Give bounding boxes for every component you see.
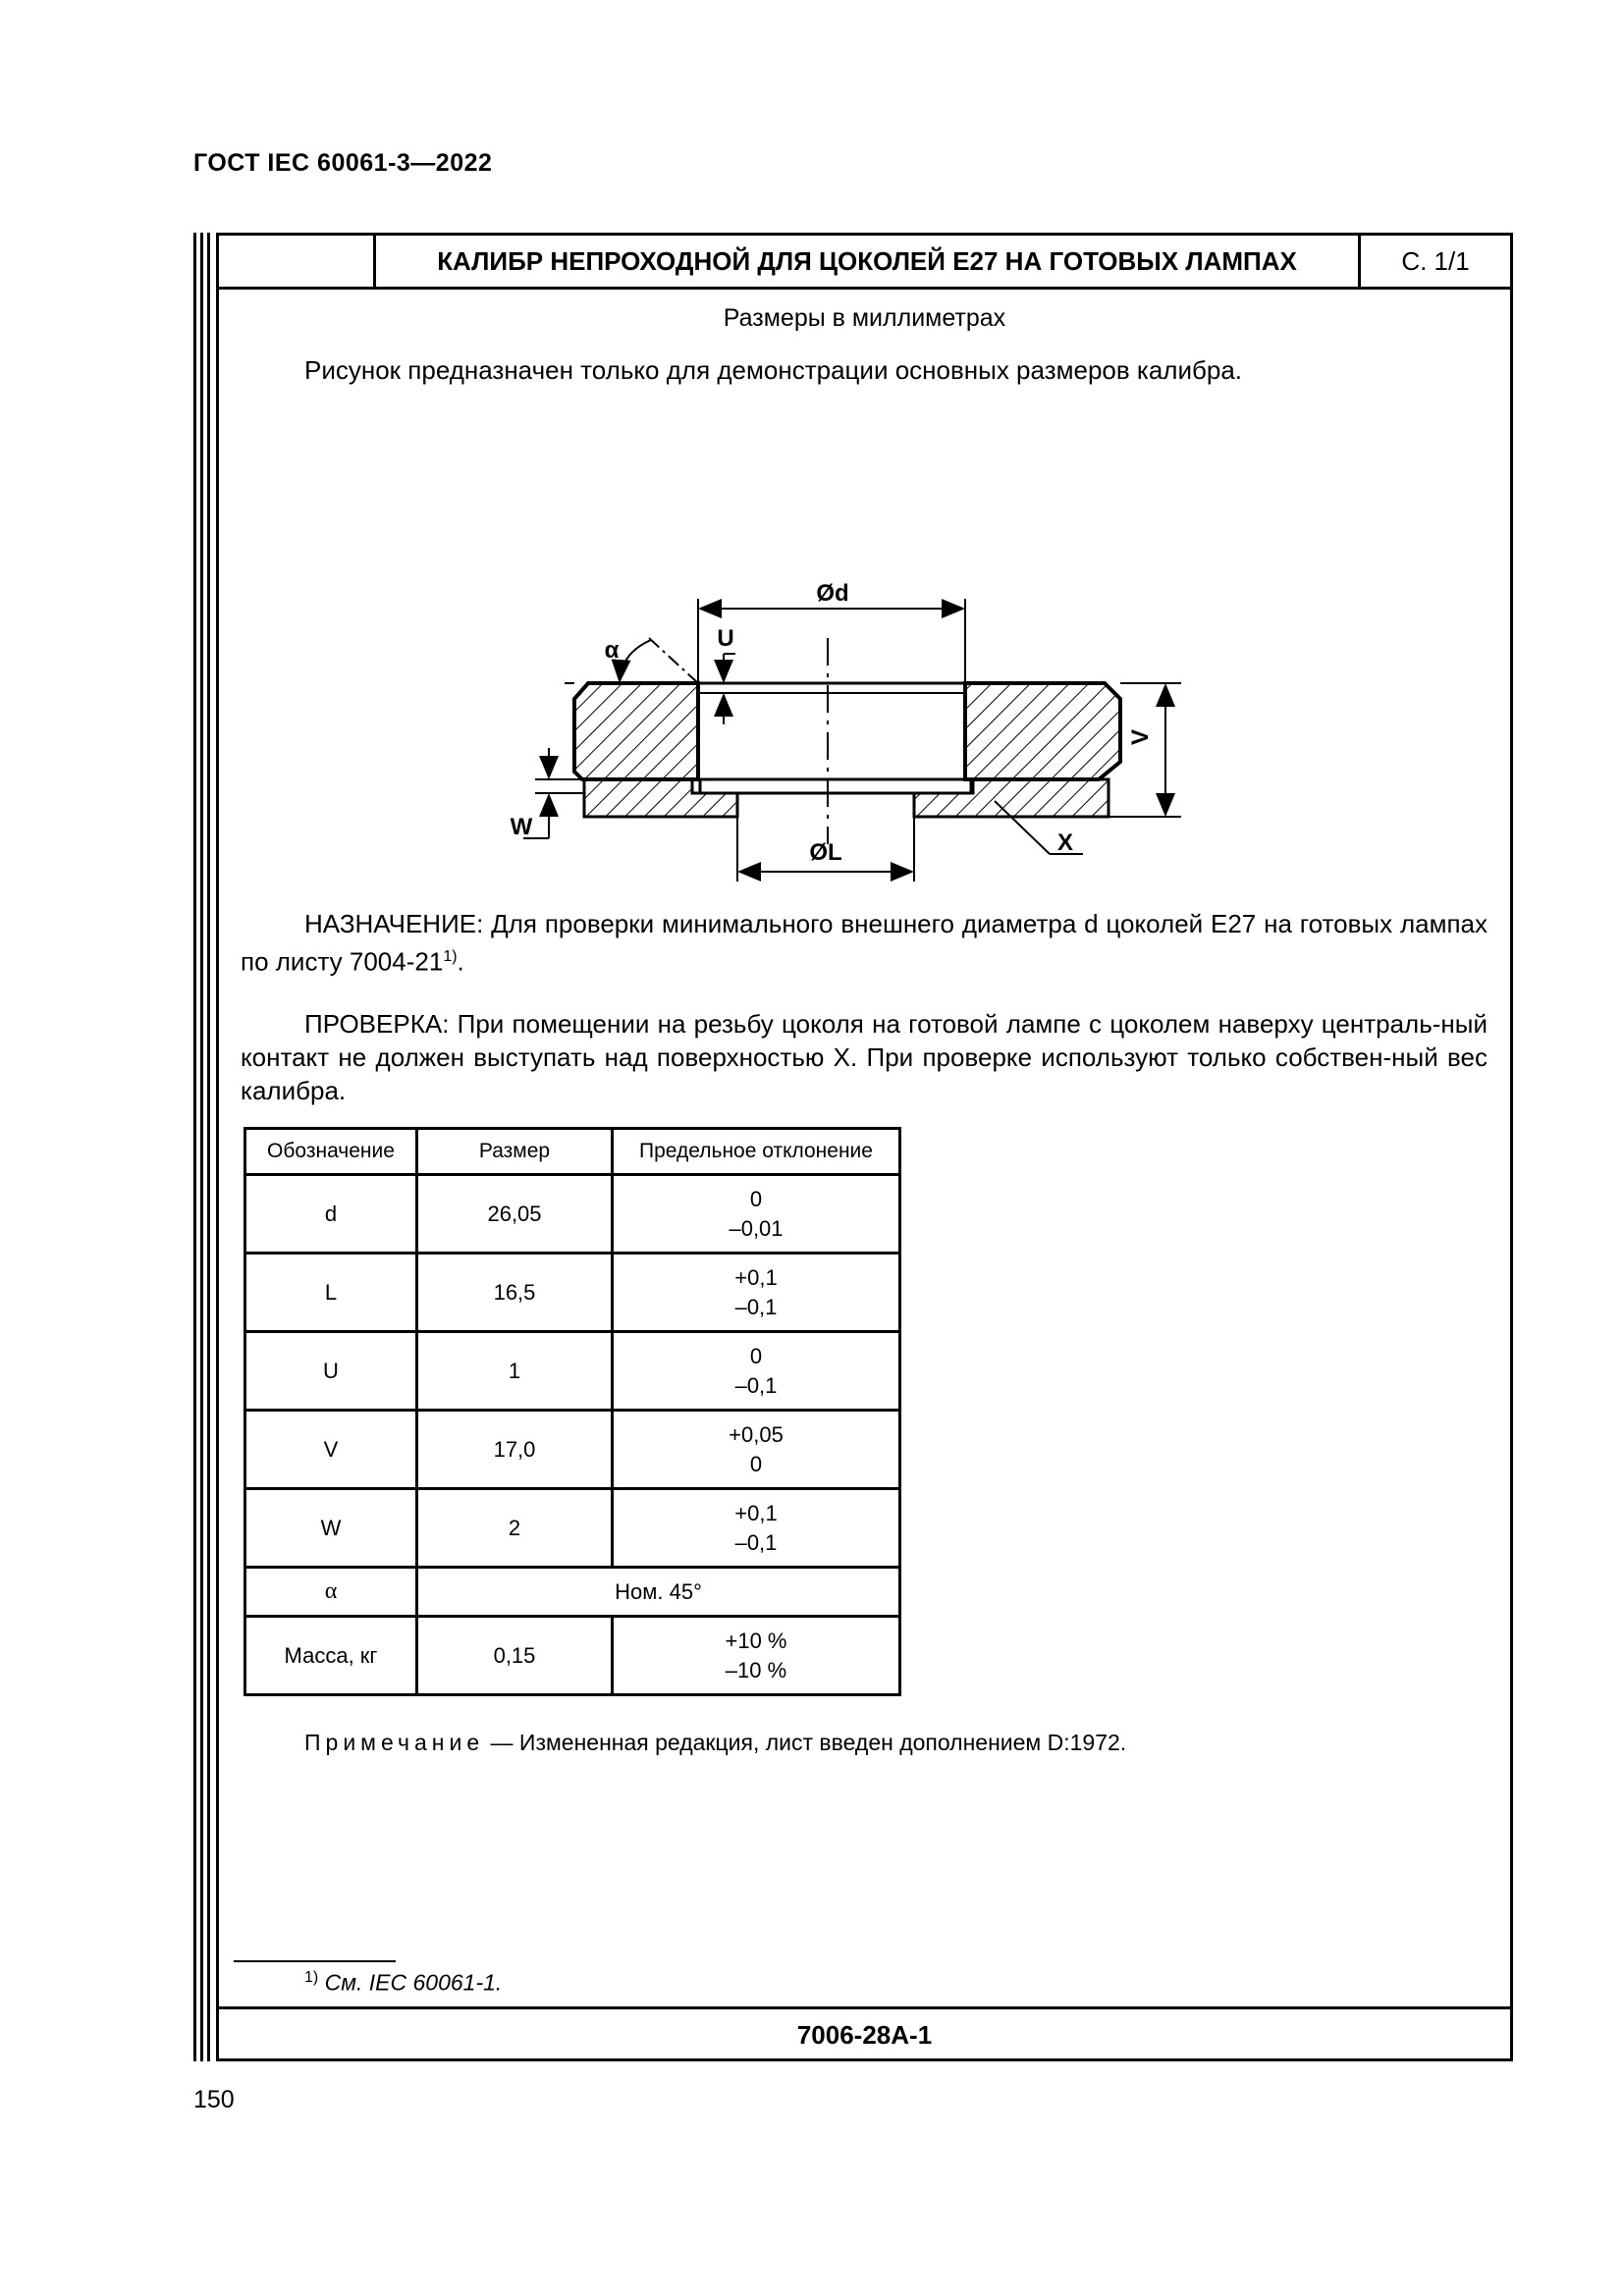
label-l: ØL	[809, 839, 842, 866]
footnote-rule	[234, 1960, 396, 1962]
header-symbol: Обозначение	[245, 1129, 417, 1175]
margin-line	[200, 233, 203, 2061]
margin-line	[193, 233, 196, 2061]
label-alpha: α	[604, 637, 620, 664]
header-size: Размер	[417, 1129, 613, 1175]
ring-left-section	[574, 683, 698, 779]
gauge-drawing	[504, 432, 1211, 903]
table-row: W 2 +0,1 –0,1	[245, 1489, 900, 1568]
table-header-row	[245, 1129, 900, 1175]
table-row-alpha: α Ном. 45°	[245, 1568, 900, 1617]
intro-text: Рисунок предназначен только для демонстрации основных размеров калибра.	[304, 355, 1243, 385]
base-plate-right	[914, 779, 1109, 817]
inner-step	[700, 779, 971, 793]
check-paragraph: ПРОВЕРКА: При помещении на резьбу цоколя на готовой лампе с цоколем наверху централь-ный контакт не должен выступать над поверхностью X. При проверке используют только собствен-ный вес калибра.	[241, 1009, 1488, 1105]
footnote: $^{1)}$ См. IEC 60061-1.	[304, 1969, 503, 1996]
header-tolerance: Предельное отклонение	[613, 1129, 900, 1175]
table-row: d 26,05 0 –0,01	[245, 1175, 900, 1254]
label-w: W	[510, 814, 533, 840]
sheet-frame	[216, 233, 1513, 2061]
sheet-code: 7006-28A-1	[219, 2006, 1510, 2061]
note	[304, 1730, 1126, 1756]
sheet-page-indicator: С. 1/1	[1401, 246, 1470, 276]
title-row	[219, 236, 1510, 290]
units-caption: Размеры в миллиметрах	[723, 304, 1006, 332]
base-plate-left	[584, 779, 737, 817]
label-v: V	[1127, 728, 1154, 746]
table-row: U 1 0 –0,1	[245, 1332, 900, 1411]
label-u: U	[717, 625, 734, 652]
table-row: V 17,0 +0,05 0	[245, 1411, 900, 1489]
note-text: — Измененная редакция, лист введен дополнением D:1972.	[484, 1730, 1127, 1755]
purpose-paragraph: НАЗНАЧЕНИЕ: Для проверки минимального внешнего диаметра d цоколей E27 на готовых лампах по листу 7004-21$^{1)}$.	[241, 909, 1488, 977]
sheet-title: КАЛИБР НЕПРОХОДНОЙ ДЛЯ ЦОКОЛЕЙ Е27 НА ГОТОВЫХ ЛАМПАХ	[376, 236, 1361, 287]
table-row-mass: Масса, кг 0,15 +10 % –10 %	[245, 1617, 900, 1695]
ring-right-section	[965, 683, 1120, 779]
document-header: ГОСТ IEC 60061-3—2022	[193, 149, 493, 177]
page-number: 150	[193, 2086, 235, 2113]
label-x: X	[1056, 829, 1074, 856]
table-row: L 16,5 +0,1 –0,1	[245, 1254, 900, 1332]
note-label: Примечание	[304, 1730, 485, 1755]
margin-line	[207, 233, 210, 2061]
title-blank-cell	[219, 236, 376, 287]
dimensions-table	[243, 1127, 901, 1696]
label-d: Ød	[816, 580, 849, 607]
